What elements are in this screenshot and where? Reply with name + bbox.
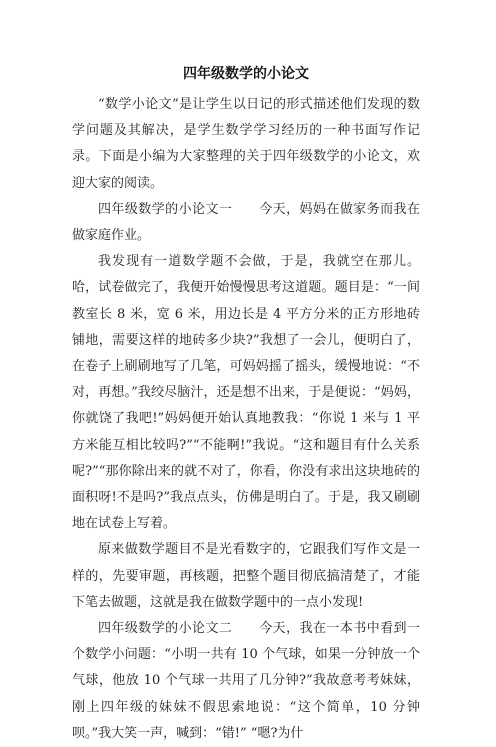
essay-one-heading-paragraph: 四年级数学的小论文一 今天，妈妈在做家务而我在做家庭作业。	[72, 201, 420, 244]
essay-two-paragraph: 四年级数学的小论文二 今天，我在一本书中看到一个数学小问题：“小明一共有 10 个气球，如果一分钟放一个气球，他放 10 个气球一共用了几分钟?”我故意考考妹妹，刚上四年级的妹妹不假思索地说：“这个简单，10 分钟呗。”我大笑一声，喊到：“错!” “嗯?为什	[72, 621, 420, 741]
intro-paragraph: “数学小论文”是让学生以日记的形式描述他们发现的数学问题及其解决，是学生数学学习经历的一种书面写作记录。下面是小编为大家整理的关于四年级数学的小论文，欢迎大家的阅读。	[72, 97, 420, 191]
document-title: 四年级数学的小论文	[183, 66, 309, 82]
document-page	[72, 64, 420, 747]
essay-one-body-paragraph: 我发现有一道数学题不会做，于是，我就空在那儿。哈，试卷做完了，我便开始慢慢思考这道题。题目是：“一间教室长 8 米，宽 6 米，用边长是 4 平方分米的正方形地砖铺地，需要这样的地砖多少块?”我想了一会儿，便明白了，在卷子上刷刷地写了几笔，可妈妈摇了摇头，缓慢地说：“不对，再想。”我绞尽脑汁，还是想不出来，于是便说：“妈妈，你就饶了我吧!”妈妈便开始认真地教我：“你说 1 米与 1 平方米能互相比较吗?”“不能啊!”我说。“这和题目有什么关系呢?”“那你除出来的就不对了，你看，你没有求出这块地砖的面积呀!不是吗?”我点点头，仿佛是明白了。于是，我又刷刷地在试卷上写着。	[72, 254, 420, 532]
essay-one-conclusion-paragraph: 原来做数学题目不是光看数字的，它跟我们写作文是一样的，先要审题，再核题，把整个题目彻底搞清楚了，才能下笔去做题，这就是我在做数学题中的一点小发现!	[72, 542, 420, 610]
